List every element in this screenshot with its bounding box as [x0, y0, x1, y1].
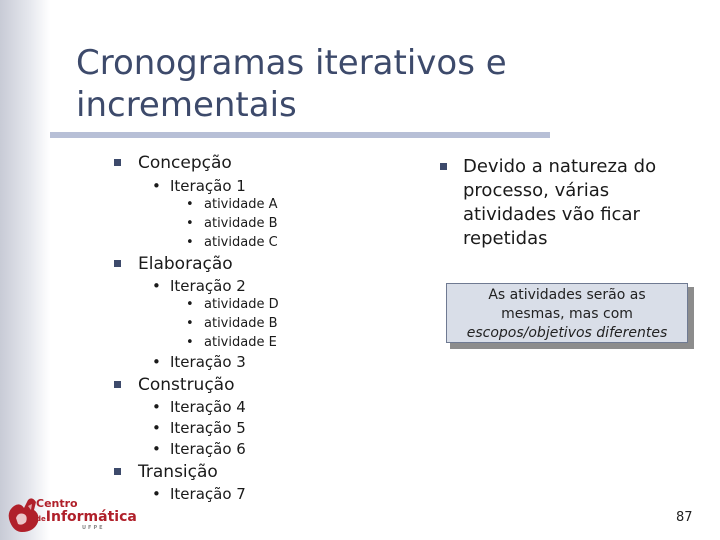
bullet-dot-icon: •: [186, 316, 194, 331]
bullet-dot-icon: •: [186, 335, 194, 350]
cin-logo: [4, 492, 137, 538]
right-bullet-line: repetidas: [463, 228, 548, 249]
logo-line: Centro: [36, 497, 78, 510]
phase-transicao: [138, 462, 218, 482]
bullet-dot-icon: •: [186, 216, 194, 231]
iteration-item: [152, 419, 246, 437]
phase-elaboracao: [138, 254, 233, 274]
bullet-dot-icon: •: [186, 297, 194, 312]
logo-line-main: Informática: [45, 509, 137, 525]
iteration-item: [152, 277, 246, 295]
square-bullet-icon: [440, 163, 447, 170]
right-bullet-line: processo, várias: [463, 180, 610, 201]
iteration-item: [152, 177, 246, 195]
bullet-dot-icon: •: [152, 485, 161, 503]
callout-line: escopos/objetivos diferentes: [466, 325, 668, 341]
activity-label: atividade B: [204, 316, 278, 331]
right-bullet-line: Devido a natureza do: [463, 156, 657, 177]
iteration-label: Iteração 6: [170, 440, 246, 458]
bullet-dot-icon: •: [152, 353, 161, 371]
iteration-label: Iteração 1: [170, 177, 246, 195]
logo-line: UFPE: [82, 525, 105, 531]
iteration-label: Iteração 4: [170, 398, 246, 416]
activity-item: [186, 197, 277, 213]
slide-title: Cronogramas iterativos e incrementais: [76, 43, 507, 125]
activity-item: [186, 316, 278, 332]
bullet-dot-icon: •: [186, 235, 194, 250]
activity-label: atividade E: [204, 335, 277, 350]
bullet-dot-icon: •: [152, 398, 161, 416]
page-number: 87: [676, 510, 693, 525]
bullet-dot-icon: •: [152, 419, 161, 437]
square-bullet-icon: [114, 381, 121, 388]
phase-label: Concepção: [138, 153, 232, 173]
activity-label: atividade C: [204, 235, 278, 250]
iteration-label: Iteração 5: [170, 419, 246, 437]
activity-label: atividade A: [204, 197, 278, 212]
iteration-label: Iteração 3: [170, 353, 246, 371]
bullet-dot-icon: •: [186, 197, 194, 212]
activity-item: [186, 335, 277, 351]
square-bullet-icon: [114, 159, 121, 166]
callout-line: mesmas, mas com: [501, 306, 633, 322]
callout-text: [446, 283, 688, 343]
phase-label: Transição: [138, 462, 218, 482]
iteration-item: [152, 398, 246, 416]
bullet-dot-icon: •: [152, 177, 161, 195]
activity-item: [186, 297, 279, 313]
phase-construcao: [138, 375, 235, 395]
logo-line: [36, 510, 137, 526]
bullet-dot-icon: •: [152, 440, 161, 458]
square-bullet-icon: [114, 468, 121, 475]
title-underline: [50, 132, 550, 138]
activity-label: atividade B: [204, 216, 278, 231]
right-bullet-line: atividades vão ficar: [463, 204, 640, 225]
iteration-item: [152, 485, 246, 503]
activity-item: [186, 235, 278, 251]
iteration-item: [152, 353, 246, 371]
left-gradient-band: [0, 0, 50, 540]
phase-concepcao: [138, 153, 232, 173]
iteration-label: Iteração 7: [170, 485, 246, 503]
right-bullet: [463, 155, 703, 251]
square-bullet-icon: [114, 260, 121, 267]
logo-line-small: de: [36, 515, 46, 523]
callout-box: [446, 283, 692, 347]
callout-line: As atividades serão as: [488, 287, 646, 303]
iteration-label: Iteração 2: [170, 277, 246, 295]
activity-label: atividade D: [204, 297, 279, 312]
iteration-item: [152, 440, 246, 458]
bullet-dot-icon: •: [152, 277, 161, 295]
phase-label: Elaboração: [138, 254, 233, 274]
activity-item: [186, 216, 278, 232]
phase-label: Construção: [138, 375, 235, 395]
